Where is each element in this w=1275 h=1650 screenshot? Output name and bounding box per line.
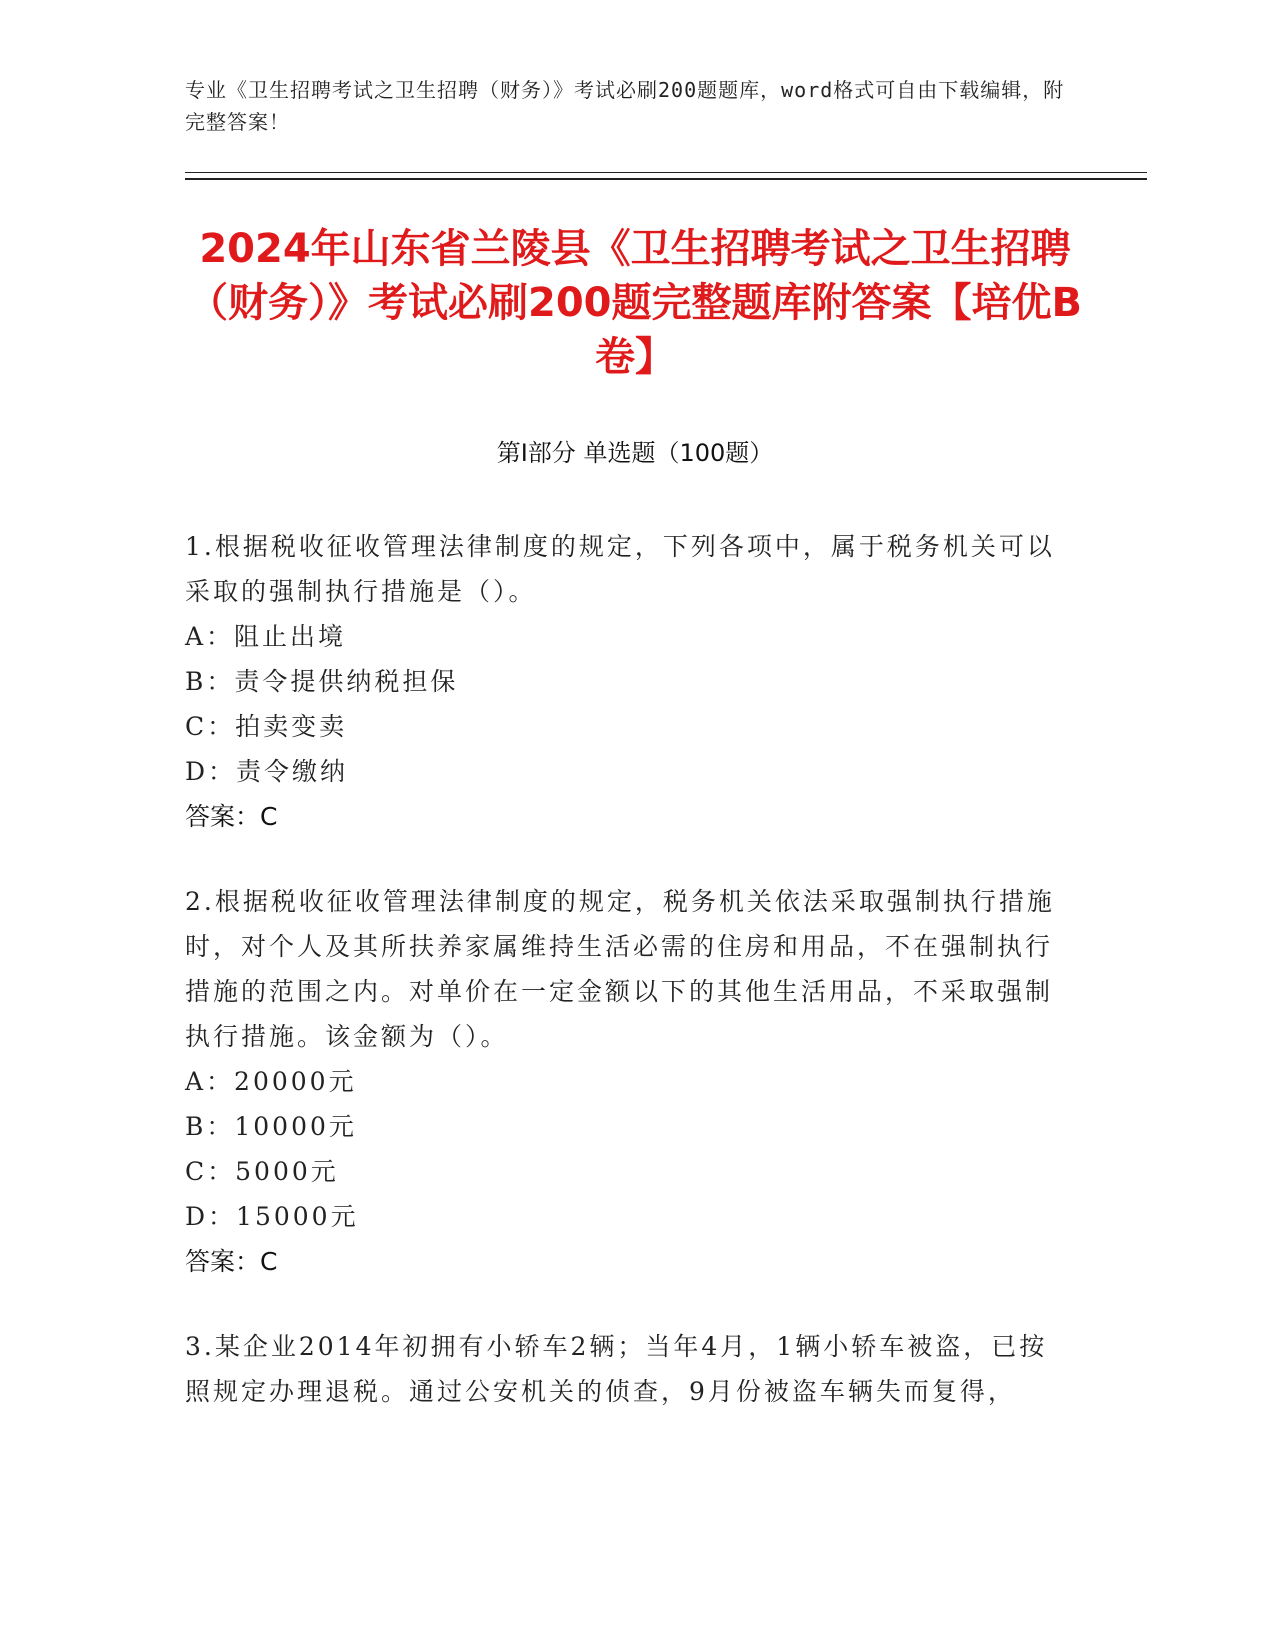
answer-label: 答案：C: [185, 802, 278, 831]
option-b: B：责令提供纳税担保: [185, 667, 459, 696]
question-stem: 1.根据税收征收管理法律制度的规定，下列各项中，属于税务机关可以采取的强制执行措施是（）。: [185, 532, 1055, 606]
question-stem: 3.某企业2014年初拥有小轿车2辆；当年4月，1辆小轿车被盗，已按照规定办理退税。通过公安机关的侦查，9月份被盗车辆失而复得，: [185, 1332, 1048, 1406]
option-a: A：阻止出境: [185, 622, 347, 651]
option-d: D：责令缴纳: [185, 757, 349, 786]
option-c: C：5000元: [185, 1157, 339, 1186]
question-stem: 2.根据税收征收管理法律制度的规定，税务机关依法采取强制执行措施时，对个人及其所扶养家属维持生活必需的住房和用品，不在强制执行措施的范围之内。对单价在一定金额以下的其他生活用品，不采取强制执行措施。该金额为（）。: [185, 887, 1055, 1051]
option-c: C：拍卖变卖: [185, 712, 348, 741]
header-divider-thick: [185, 178, 1147, 180]
header-divider-thin: [185, 172, 1147, 173]
section-title: 第Ⅰ部分 单选题（100题）: [496, 439, 774, 467]
option-d: D：15000元: [185, 1202, 359, 1231]
document-title: 2024年山东省兰陵县《卫生招聘考试之卫生招聘（财务）》考试必刷200题完整题库附答案【培优B卷】: [188, 226, 1082, 380]
question-list: [185, 524, 1065, 1454]
question-3: [185, 1324, 1065, 1414]
answer-label: 答案：C: [185, 1247, 278, 1276]
option-a: A：20000元: [185, 1067, 357, 1096]
option-b: B：10000元: [185, 1112, 357, 1141]
question-1: [185, 524, 1065, 839]
header-note: 专业《卫生招聘考试之卫生招聘（财务）》考试必刷200题题库，word格式可自由下载编辑，附完整答案！: [185, 78, 1065, 134]
question-2: [185, 879, 1065, 1284]
